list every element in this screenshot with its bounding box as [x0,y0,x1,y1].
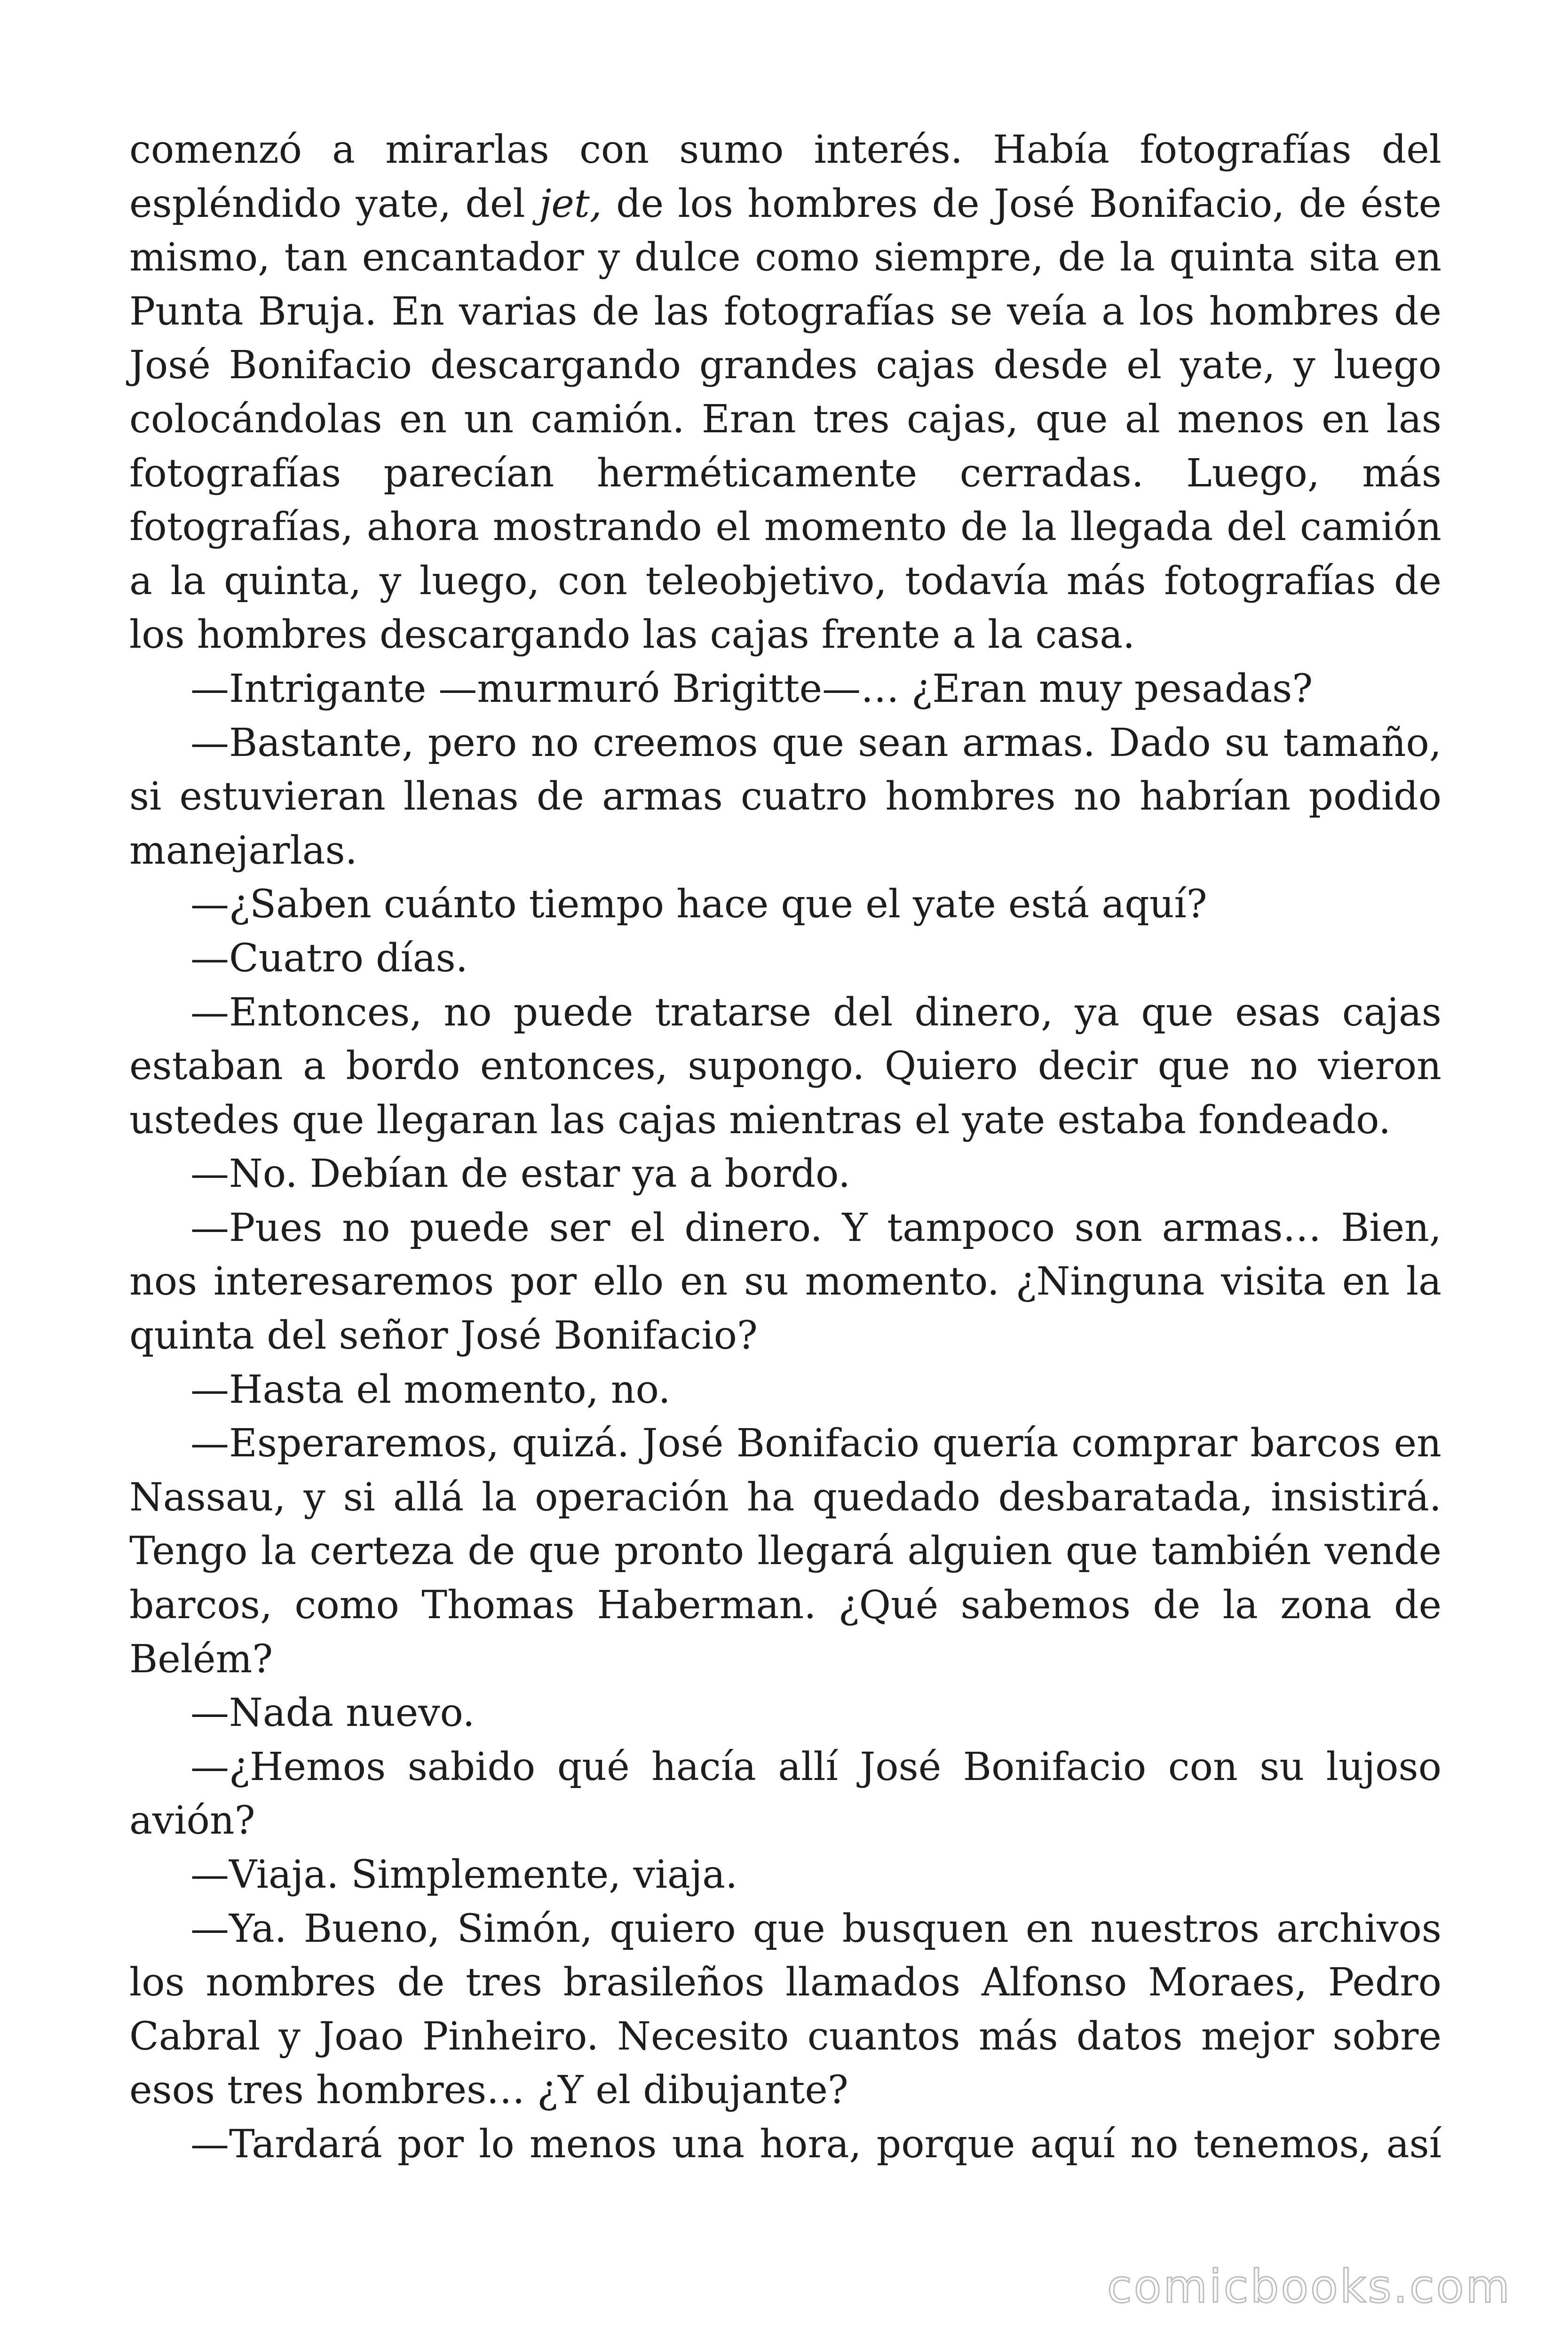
paragraph: —Hasta el momento, no. [190,1367,671,1412]
paragraph-text: comenzó a mirarlas con sumo interés. Había fotografías del espléndido yate, del [129,127,1441,226]
paragraph: —Esperaremos, quizá. José Bonifacio quería comprar barcos en Nassau, y si allá la operación ha quedado desbaratada, insistirá. Tengo la certeza de que pronto llegará alguien que también vende barcos, como Thomas Haberman. ¿Qué sabemos de la zona de Belém? [129,1421,1441,1682]
paragraph: —No. Debían de estar ya a bordo. [190,1152,851,1197]
paragraph: —Tardará por lo menos una hora, porque aquí no tenemos, así [190,2122,1441,2167]
paragraph: —Bastante, pero no creemos que sean armas. Dado su tamaño, si estuvieran llenas de armas cuatro hombres no habrían podido manejarlas. [129,720,1441,873]
paragraph: —Viaja. Simplemente, viaja. [190,1852,738,1897]
paragraph: —Entonces, no puede tratarse del dinero, ya que esas cajas estaban a bordo entonces, supongo. Quiero decir que no vieron ustedes que llegaran las cajas mientras el yate estaba fondeado. [129,990,1441,1143]
paragraph: —Cuatro días. [190,936,468,981]
paragraph: —Intrigante —murmuró Brigitte—… ¿Eran muy pesadas? [190,666,1313,711]
paragraph [129,123,1441,662]
paragraph: —Ya. Bueno, Simón, quiero que busquen en nuestros archivos los nombres de tres brasileños llamados Alfonso Moraes, Pedro Cabral y Joao Pinheiro. Necesito cuantos más datos mejor sobre esos tres hombres… ¿Y el dibujante? [129,1906,1441,2113]
paragraph: —¿Hemos sabido qué hacía allí José Bonifacio con su lujoso avión? [129,1744,1441,1843]
paragraph: —¿Saben cuánto tiempo hace que el yate está aquí? [190,882,1207,927]
watermark: comicbooks.com [1107,2260,1512,2313]
paragraph: —Nada nuevo. [190,1691,475,1736]
paragraph: —Pues no puede ser el dinero. Y tampoco son armas… Bien, nos interesaremos por ello en su momento. ¿Ninguna visita en la quinta del señor José Bonifacio? [129,1205,1441,1359]
italic-word: jet, [539,181,602,226]
page-body [129,123,1441,2172]
paragraph-text: de los hombres de José Bonifacio, de éste mismo, tan encantador y dulce como siempre, de la quinta sita en Punta Bruja. En varias de las fotografías se veía a los hombres de José Bonifacio descargando grandes cajas desde el yate, y luego colocándolas en un camión. Eran tres cajas, que al menos en las fotografías parecían herméticamente cerradas. Luego, más fotografías, ahora mostrando el momento de la llegada del camión a la quinta, y luego, con teleobjetivo, todavía más fotografías de los hombres descargando las cajas frente a la casa. [129,181,1441,658]
